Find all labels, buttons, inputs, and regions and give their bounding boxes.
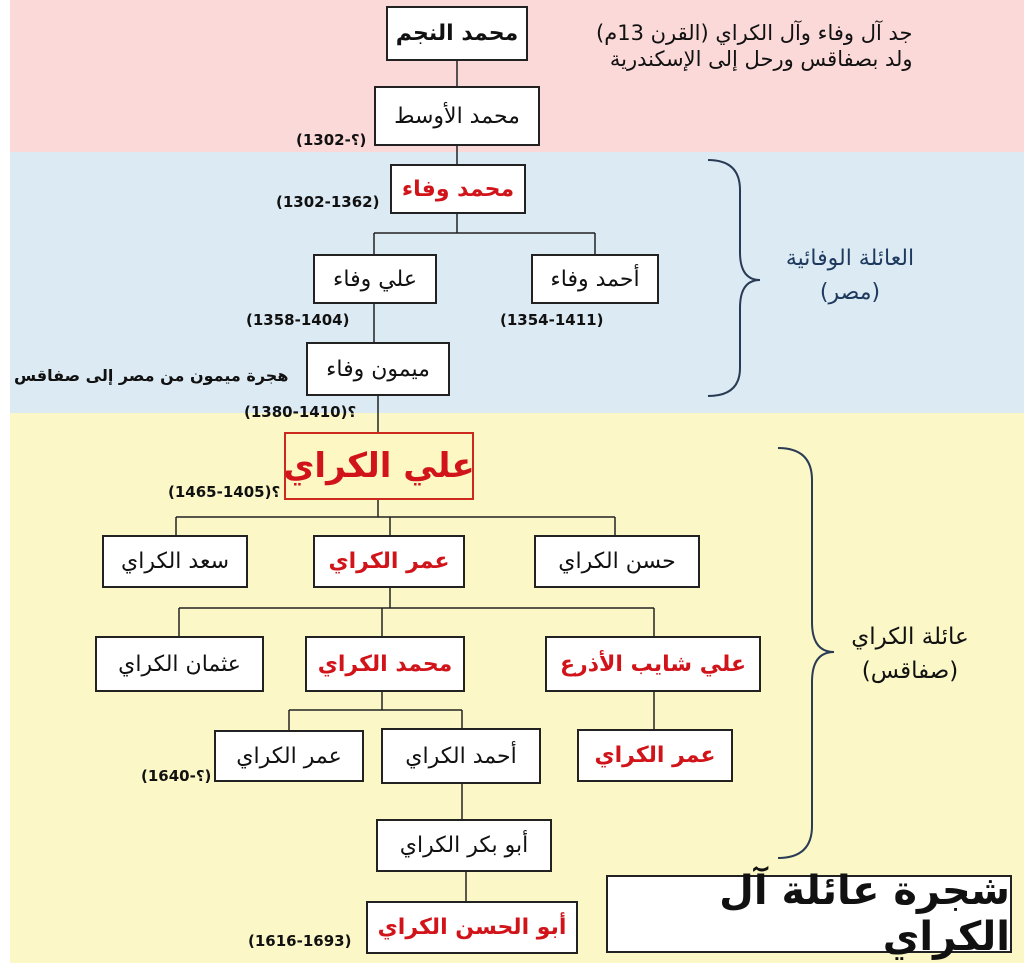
dates-muhammad-wafa: (1302-1362) (276, 193, 380, 211)
dates-abu-al-hasan-al-kurray: (1616-1693) (248, 932, 352, 950)
person-ali-shayib-al-adhra: علي شايب الأذرع (545, 636, 761, 692)
group-label-kurray-line2: (صفاقس) (861, 658, 959, 684)
group-label-wafa (770, 242, 930, 310)
person-umar-al-kurray-2: عمر الكراي (214, 730, 364, 782)
person-ahmad-wafa: أحمد وفاء (531, 254, 659, 304)
person-muhammad-al-awsat: محمد الأوسط (374, 86, 540, 146)
group-label-wafa-line1: العائلة الوفائية (785, 246, 915, 271)
group-label-kurray-line1: عائلة الكراي (851, 624, 969, 650)
person-muhammad-wafa: محمد وفاء (390, 164, 526, 214)
person-maymun-wafa: ميمون وفاء (306, 342, 450, 396)
person-abu-bakr-al-kurray: أبو بكر الكراي (376, 819, 552, 872)
dates-maymun-wafa: (1380-1410)؟ (244, 403, 357, 421)
person-hasan-al-kurray: حسن الكراي (534, 535, 700, 588)
person-uthman-al-kurray: عثمان الكراي (95, 636, 264, 692)
founder-note-line2: ولد بصفاقس ورحل إلى الإسكندرية (609, 47, 913, 71)
person-muhammad-al-najm: محمد النجم (386, 6, 528, 61)
dates-ahmad-wafa: (1354-1411) (500, 311, 604, 329)
founder-note (596, 20, 913, 72)
dates-ali-al-kurray: ؟(1405-1465) (168, 483, 281, 501)
person-saad-al-kurray: سعد الكراي (102, 535, 248, 588)
person-umar-al-kurray: عمر الكراي (313, 535, 465, 588)
diagram-title: شجرة عائلة آل الكراي (606, 875, 1012, 953)
dates-muhammad-al-awsat: (؟-1302) (296, 131, 367, 149)
person-umar-al-kurray-3: عمر الكراي (577, 729, 733, 782)
person-ali-wafa: علي وفاء (313, 254, 437, 304)
person-ali-al-kurray: علي الكراي (284, 432, 474, 500)
group-label-wafa-line2: (مصر) (819, 280, 881, 305)
dates-umar-al-kurray-2: (؟-1640) (141, 767, 212, 785)
migration-note: هجرة ميمون من مصر إلى صفاقس (14, 366, 289, 385)
person-muhammad-al-kurray: محمد الكراي (305, 636, 465, 692)
founder-note-line1: جد آل وفاء وآل الكراي (القرن 13م) (596, 21, 913, 45)
person-abu-al-hasan-al-kurray: أبو الحسن الكراي (366, 901, 578, 954)
group-label-kurray (840, 620, 980, 688)
person-ahmad-al-kurray: أحمد الكراي (381, 728, 541, 784)
dates-ali-wafa: (1358-1404) (246, 311, 350, 329)
